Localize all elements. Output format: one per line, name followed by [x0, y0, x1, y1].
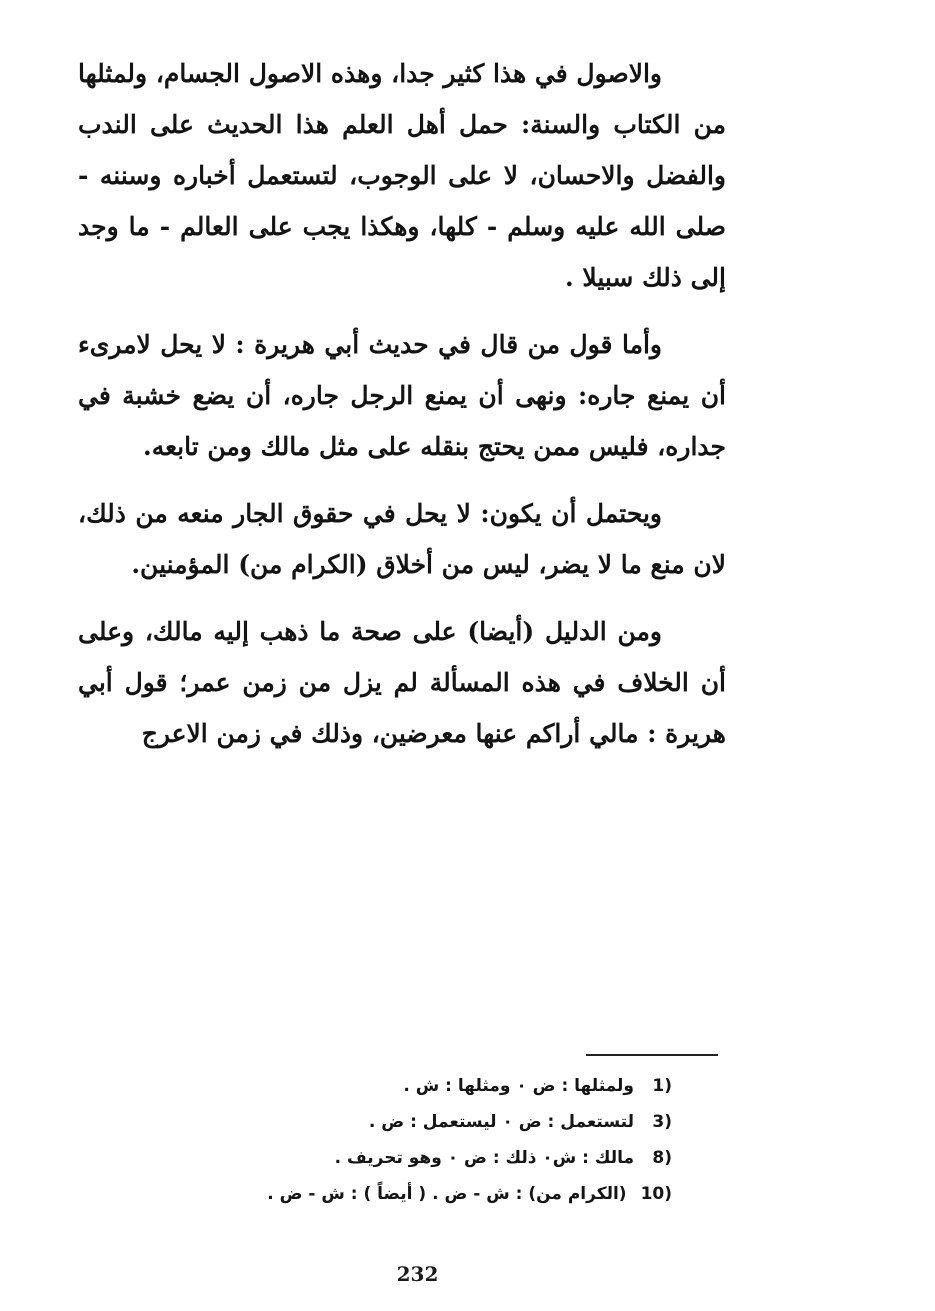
paragraph-3: ويحتمل أن يكون: لا يحل في حقوق الجار منعه من ذلك، لان منع ما لا يضر، ليس من أخلاق (الكرام من) المؤمنين. [78, 499, 726, 579]
footnotes [150, 1068, 672, 1212]
footnote-1 [150, 1068, 672, 1104]
footnote-number: 3) [652, 1112, 672, 1132]
footnote-text: لتستعمل : ض ٠ ليستعمل : ض . [368, 1112, 634, 1132]
footnote-8 [150, 1140, 672, 1176]
footnote-3 [150, 1104, 672, 1140]
main-text [78, 48, 726, 775]
paragraph-1: والاصول في هذا كثير جدا، وهذه الاصول الجسام، ولمثلها من الكتاب والسنة: حمل أهل العلم هذا الحديث على الندب والفضل والاحسان، لا على الوجوب، لتستعمل أخباره وسننه - صلى الله عليه وسلم - كلها، وهكذا يجب على العالم - ما وجد إلى ذلك سبيلا . [78, 59, 726, 292]
footnote-text: مالك : ش٠ ذلك : ض ٠ وهو تحريف . [334, 1148, 634, 1168]
footnote-10 [150, 1176, 672, 1212]
footnote-number: 1) [652, 1076, 672, 1096]
footnote-number: 8) [652, 1148, 672, 1168]
page-number: 232 [396, 1262, 439, 1286]
paragraph-2: وأما قول من قال في حديث أبي هريرة : لا يحل لامرىء أن يمنع جاره: ونهى أن يمنع الرجل جاره، أن يضع خشبة في جداره، فليس ممن يحتج بنقله على مثل مالك ومن تابعه. [78, 330, 726, 461]
paragraph-4: ومن الدليل (أيضا) على صحة ما ذهب إليه مالك، وعلى أن الخلاف في هذه المسألة لم يزل من زمن عمر؛ قول أبي هريرة : مالي أراكم عنها معرضين، وذلك في زمن الاعرج [78, 617, 726, 748]
footnote-number: 10) [640, 1184, 672, 1204]
footnote-text: (الكرام من) : ش - ض . ( أيضاً ) : ش - ض . [267, 1184, 627, 1204]
footnote-text: ولمثلها : ض ٠ ومثلها : ش . [403, 1076, 634, 1096]
footnote-divider [586, 1054, 718, 1056]
